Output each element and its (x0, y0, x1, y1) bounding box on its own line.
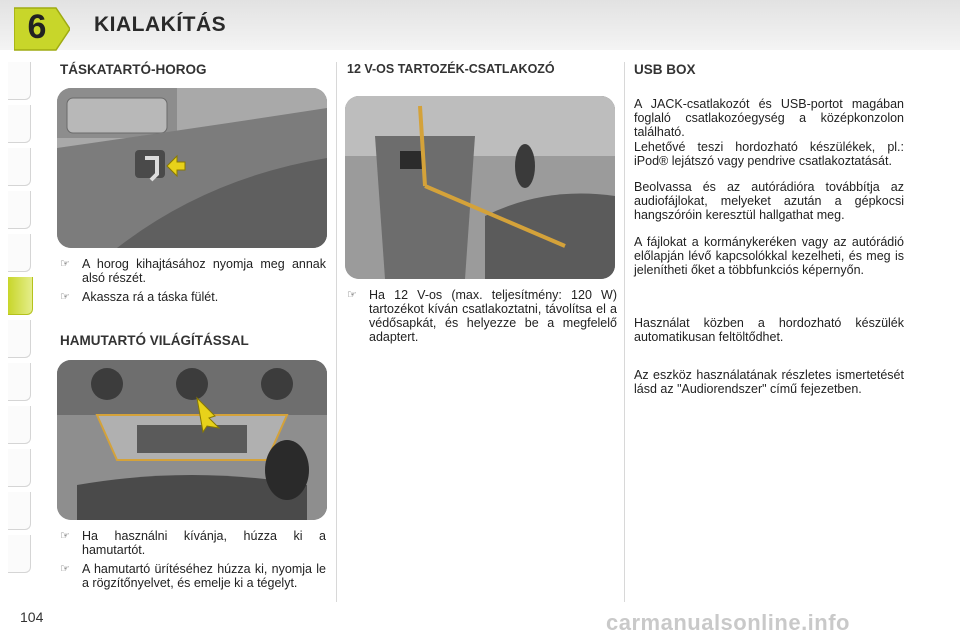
12v-socket-photo (345, 96, 615, 279)
usb-paragraph-6: Az eszköz használatának részletes ismertetését lásd az "Audiorendszer" című fejezetben. (634, 368, 904, 396)
usb-paragraph-4: A fájlokat a kormánykeréken vagy az autórádió előlapján lévő kapcsolókkal kezelheti, és meg is jelenítheti őket a többfunkciós képernyőn. (634, 235, 904, 277)
bag-hook-photo (57, 88, 327, 248)
bullet-text: Ha 12 V-os (max. teljesítmény: 120 W) tartozékot kíván csatlakoztatni, távolítsa el a védősapkát, és helyezze be a megfelelő adaptert. (369, 288, 617, 344)
12v-socket-instructions (347, 288, 617, 349)
chapter-badge (14, 4, 70, 54)
chapter-tab-1[interactable] (8, 62, 31, 100)
hand-pointer-icon: ☞ (60, 563, 70, 575)
bag-hook-instructions (60, 257, 326, 309)
ashtray-instructions (60, 529, 326, 595)
bullet-text: Akassza rá a táska fülét. (82, 290, 219, 304)
usb-paragraph-3: Beolvassa és az autórádióra továbbítja az audiofájlokat, melyeket azután a gépkocsi hangszóróin keresztül hallgathat meg. (634, 180, 904, 222)
bullet-text: A hamutartó ürítéséhez húzza ki, nyomja le a rögzítőnyelvet, és emelje ki a tégelyt. (82, 562, 326, 590)
section-title-usb-box: USB BOX (634, 62, 696, 77)
bullet-text: A horog kihajtásához nyomja meg annak alsó részét. (82, 257, 326, 285)
chapter-tab-7[interactable] (8, 320, 31, 358)
ashtray-illustration (57, 360, 327, 520)
usb-paragraph-5: Használat közben a hordozható készülék automatikusan feltöltődhet. (634, 316, 904, 344)
section-title-bag-hook: TÁSKATARTÓ-HOROG (60, 62, 207, 77)
bullet-item (347, 288, 617, 344)
bullet-text: Ha használni kívánja, húzza ki a hamutartót. (82, 529, 326, 557)
section-title-ashtray: HAMUTARTÓ VILÁGÍTÁSSAL (60, 333, 249, 348)
hand-pointer-icon: ☞ (347, 289, 357, 301)
chapter-tab-3[interactable] (8, 148, 31, 186)
watermark: carmanualsonline.info (606, 610, 850, 635)
chapter-number: 6 (27, 8, 47, 46)
bullet-item (60, 529, 326, 557)
hand-pointer-icon: ☞ (60, 258, 70, 270)
hand-pointer-icon: ☞ (60, 291, 70, 303)
chapter-tab-2[interactable] (8, 105, 31, 143)
page-number: 104 (20, 609, 44, 625)
chapter-tab-9[interactable] (8, 406, 31, 444)
chapter-tab-5[interactable] (8, 234, 31, 272)
ashtray-photo (57, 360, 327, 520)
12v-socket-illustration (345, 96, 615, 279)
section-title-12v-socket: 12 V-OS TARTOZÉK-CSATLAKOZÓ (347, 62, 555, 76)
bullet-item (60, 290, 326, 304)
chapter-tab-8[interactable] (8, 363, 31, 401)
column-separator (336, 62, 337, 602)
chapter-tab-11[interactable] (8, 492, 31, 530)
chapter-tab-6-active[interactable] (8, 277, 33, 315)
chapter-tab-4[interactable] (8, 191, 31, 229)
usb-paragraph-2: Lehetővé teszi hordozható készülékek, pl.: iPod® lejátszó vagy pendrive csatlakoztatását. (634, 140, 904, 168)
usb-paragraph-1: A JACK-csatlakozót és USB-portot magában foglaló csatlakozóegység a középkonzolon található. (634, 97, 904, 139)
bullet-item (60, 562, 326, 590)
chapter-tab-10[interactable] (8, 449, 31, 487)
bag-hook-illustration (57, 88, 327, 248)
column-separator (624, 62, 625, 602)
hand-pointer-icon: ☞ (60, 530, 70, 542)
chapter-tab-12[interactable] (8, 535, 31, 573)
page-title: KIALAKÍTÁS (94, 13, 227, 36)
bullet-item (60, 257, 326, 285)
